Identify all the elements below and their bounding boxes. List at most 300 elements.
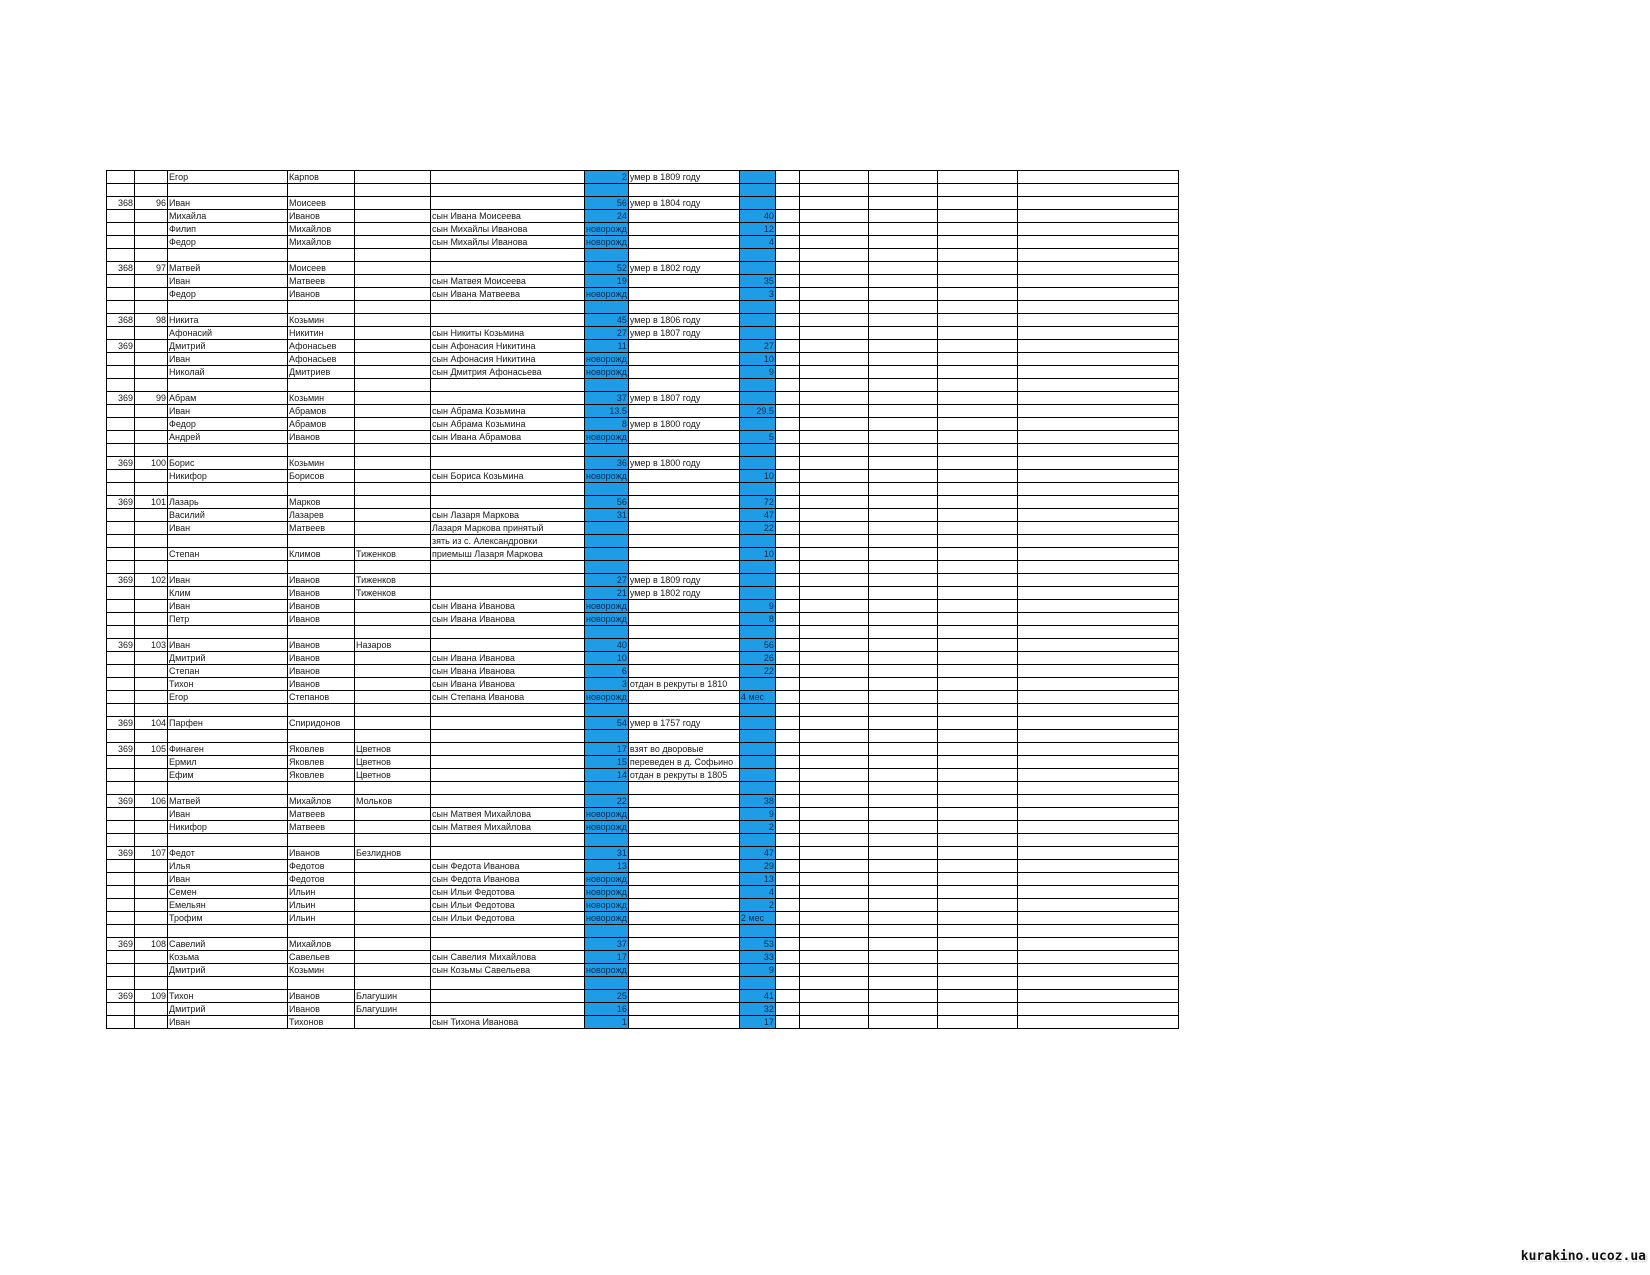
surname-cell (355, 886, 431, 899)
surname-cell (355, 210, 431, 223)
empty-cell (937, 327, 1017, 340)
note-cell (628, 548, 739, 561)
empty-cell (868, 249, 937, 262)
age-later-cell: 9 (739, 600, 775, 613)
age-cell: 11 (585, 340, 629, 353)
age-later-cell (739, 678, 775, 691)
first-name-cell: Иван (168, 808, 288, 821)
relation-cell: сын Михайлы Иванова (431, 236, 585, 249)
patronymic-cell: Спиридонов (288, 717, 355, 730)
first-name-cell: Емельян (168, 899, 288, 912)
empty-cell (868, 288, 937, 301)
patronymic-cell: Афонасьев (288, 340, 355, 353)
household-number-cell (135, 405, 168, 418)
household-number-cell (135, 548, 168, 561)
empty-cell (799, 197, 868, 210)
empty-cell (799, 730, 868, 743)
empty-cell (1017, 405, 1178, 418)
age-cell: новорожд (586, 887, 627, 897)
empty-cell (775, 938, 799, 951)
age-later-cell (739, 587, 775, 600)
patronymic-cell: Иванов (288, 210, 355, 223)
empty-cell (775, 873, 799, 886)
surname-cell: Назаров (355, 639, 431, 652)
empty-cell (775, 860, 799, 873)
surname-cell (355, 197, 431, 210)
page-number-cell (107, 600, 135, 613)
empty-cell (799, 340, 868, 353)
patronymic-cell: Матвеев (288, 808, 355, 821)
empty-cell (868, 587, 937, 600)
surname-cell (355, 522, 431, 535)
empty-cell (799, 652, 868, 665)
first-name-cell (168, 834, 288, 847)
household-number-cell: 109 (135, 990, 168, 1003)
empty-cell (799, 886, 868, 899)
first-name-cell: Савелий (168, 938, 288, 951)
page-number-cell: 369 (107, 340, 135, 353)
relation-cell: сын Афонасия Никитина (431, 353, 585, 366)
household-number-cell (135, 782, 168, 795)
patronymic-cell: Иванов (288, 1003, 355, 1016)
first-name-cell: Лазарь (168, 496, 288, 509)
relation-cell (431, 314, 585, 327)
relation-cell: приемыш Лазаря Маркова (431, 548, 585, 561)
patronymic-cell: Иванов (288, 678, 355, 691)
page-number-cell (107, 366, 135, 379)
empty-cell (1017, 665, 1178, 678)
surname-cell (355, 314, 431, 327)
relation-cell: сын Савелия Михайлова (431, 951, 585, 964)
empty-cell (1017, 691, 1178, 704)
empty-cell (937, 743, 1017, 756)
table-row (107, 249, 1179, 262)
table-row (107, 691, 1179, 704)
household-number-cell (135, 951, 168, 964)
age-cell: 21 (585, 587, 629, 600)
household-number-cell (135, 704, 168, 717)
page-number-cell: 368 (107, 314, 135, 327)
empty-cell (799, 444, 868, 457)
note-cell (628, 899, 739, 912)
age-cell (585, 379, 629, 392)
empty-cell (775, 1016, 799, 1029)
empty-cell (868, 795, 937, 808)
empty-cell (937, 1003, 1017, 1016)
age-cell: 25 (585, 990, 629, 1003)
empty-cell (937, 938, 1017, 951)
relation-cell: сын Федота Иванова (431, 873, 585, 886)
empty-cell (937, 990, 1017, 1003)
empty-cell (1017, 912, 1178, 925)
page-number-cell (107, 899, 135, 912)
table-row (107, 626, 1179, 639)
empty-cell (1017, 743, 1178, 756)
surname-cell (355, 275, 431, 288)
table-row (107, 275, 1179, 288)
empty-cell (775, 262, 799, 275)
first-name-cell: Дмитрий (168, 652, 288, 665)
empty-cell (775, 756, 799, 769)
note-cell (628, 561, 739, 574)
empty-cell (775, 509, 799, 522)
surname-cell (355, 340, 431, 353)
first-name-cell: Абрам (168, 392, 288, 405)
surname-cell (355, 171, 431, 184)
age-later-cell (739, 262, 775, 275)
empty-cell (1017, 470, 1178, 483)
empty-cell (937, 652, 1017, 665)
household-number-cell (135, 626, 168, 639)
household-number-cell (135, 379, 168, 392)
empty-cell (1017, 483, 1178, 496)
page-number-cell (107, 626, 135, 639)
age-cell: 17 (585, 743, 629, 756)
table-row (107, 327, 1179, 340)
table-row (107, 301, 1179, 314)
table-row (107, 743, 1179, 756)
empty-cell (868, 574, 937, 587)
empty-cell (937, 678, 1017, 691)
empty-cell (937, 522, 1017, 535)
empty-cell (937, 600, 1017, 613)
page-number-cell (107, 587, 135, 600)
empty-cell (868, 379, 937, 392)
empty-cell (775, 821, 799, 834)
patronymic-cell: Матвеев (288, 821, 355, 834)
patronymic-cell: Иванов (288, 639, 355, 652)
page-number-cell (107, 860, 135, 873)
empty-cell (799, 951, 868, 964)
first-name-cell: Егор (168, 691, 288, 704)
empty-cell (799, 678, 868, 691)
household-number-cell (135, 769, 168, 782)
age-cell (585, 301, 629, 314)
table-row (107, 730, 1179, 743)
age-later-cell: 27 (739, 340, 775, 353)
surname-cell (355, 730, 431, 743)
empty-cell (775, 431, 799, 444)
empty-cell (799, 561, 868, 574)
surname-cell (355, 860, 431, 873)
page-number-cell: 369 (107, 938, 135, 951)
age-later-cell (739, 561, 775, 574)
page-number-cell (107, 678, 135, 691)
empty-cell (937, 821, 1017, 834)
empty-cell (1017, 249, 1178, 262)
note-cell (628, 379, 739, 392)
empty-cell (868, 184, 937, 197)
empty-cell (775, 327, 799, 340)
first-name-cell: Финаген (168, 743, 288, 756)
first-name-cell: Иван (168, 275, 288, 288)
empty-cell (937, 392, 1017, 405)
empty-cell (937, 457, 1017, 470)
surname-cell (355, 379, 431, 392)
empty-cell (799, 522, 868, 535)
surname-cell (355, 912, 431, 925)
note-cell: взят во дворовые (628, 743, 739, 756)
empty-cell (937, 912, 1017, 925)
relation-cell: сын Тихона Иванова (431, 1016, 585, 1029)
empty-cell (1017, 288, 1178, 301)
age-later-cell (739, 626, 775, 639)
age-later-cell (739, 379, 775, 392)
table-row (107, 197, 1179, 210)
empty-cell (868, 418, 937, 431)
surname-cell (355, 483, 431, 496)
age-cell (585, 834, 629, 847)
empty-cell (775, 951, 799, 964)
empty-cell (1017, 314, 1178, 327)
empty-cell (937, 834, 1017, 847)
empty-cell (799, 353, 868, 366)
note-cell (628, 873, 739, 886)
empty-cell (1017, 873, 1178, 886)
empty-cell (799, 860, 868, 873)
household-number-cell: 101 (135, 496, 168, 509)
empty-cell (868, 353, 937, 366)
note-cell (628, 691, 739, 704)
empty-cell (937, 847, 1017, 860)
surname-cell (355, 535, 431, 548)
empty-cell (868, 977, 937, 990)
age-later-cell: 12 (739, 223, 775, 236)
relation-cell (431, 197, 585, 210)
empty-cell (1017, 847, 1178, 860)
first-name-cell: Степан (168, 548, 288, 561)
empty-cell (775, 977, 799, 990)
first-name-cell: Николай (168, 366, 288, 379)
age-later-cell: 10 (739, 353, 775, 366)
empty-cell (937, 171, 1017, 184)
age-later-cell (739, 925, 775, 938)
first-name-cell: Федор (168, 288, 288, 301)
empty-cell (799, 587, 868, 600)
empty-cell (1017, 899, 1178, 912)
note-cell: умер в 1757 году (628, 717, 739, 730)
page-number-cell: 369 (107, 457, 135, 470)
empty-cell (1017, 561, 1178, 574)
table-row (107, 795, 1179, 808)
empty-cell (1017, 1003, 1178, 1016)
page-number-cell (107, 249, 135, 262)
age-later-cell (739, 483, 775, 496)
table-row (107, 782, 1179, 795)
empty-cell (775, 418, 799, 431)
empty-cell (799, 457, 868, 470)
age-cell (585, 548, 629, 561)
table-row (107, 964, 1179, 977)
empty-cell (937, 730, 1017, 743)
age-cell: новорожд (586, 692, 627, 702)
note-cell (628, 366, 739, 379)
household-number-cell (135, 834, 168, 847)
table-row (107, 340, 1179, 353)
empty-cell (1017, 496, 1178, 509)
page-number-cell (107, 769, 135, 782)
patronymic-cell: Никитин (288, 327, 355, 340)
age-cell: 3 (585, 678, 629, 691)
age-cell: 24 (585, 210, 629, 223)
empty-cell (937, 275, 1017, 288)
relation-cell (431, 769, 585, 782)
age-later-cell (739, 834, 775, 847)
empty-cell (775, 613, 799, 626)
empty-cell (775, 522, 799, 535)
first-name-cell: Иван (168, 353, 288, 366)
note-cell (628, 834, 739, 847)
patronymic-cell: Михайлов (288, 795, 355, 808)
relation-cell (431, 1003, 585, 1016)
empty-cell (937, 314, 1017, 327)
empty-cell (937, 574, 1017, 587)
surname-cell (355, 301, 431, 314)
note-cell (628, 613, 739, 626)
note-cell (628, 483, 739, 496)
relation-cell (431, 717, 585, 730)
household-number-cell (135, 444, 168, 457)
empty-cell (868, 483, 937, 496)
first-name-cell: Федор (168, 236, 288, 249)
empty-cell (1017, 418, 1178, 431)
page-number-cell (107, 210, 135, 223)
surname-cell (355, 431, 431, 444)
surname-cell: Цветнов (355, 743, 431, 756)
first-name-cell: Клим (168, 587, 288, 600)
first-name-cell: Иван (168, 600, 288, 613)
patronymic-cell: Матвеев (288, 275, 355, 288)
page-number-cell (107, 756, 135, 769)
empty-cell (799, 665, 868, 678)
table-row (107, 470, 1179, 483)
empty-cell (937, 184, 1017, 197)
table-row (107, 548, 1179, 561)
note-cell (628, 600, 739, 613)
note-cell: умер в 1807 году (628, 327, 739, 340)
empty-cell (868, 236, 937, 249)
empty-cell (1017, 171, 1178, 184)
empty-cell (799, 405, 868, 418)
age-later-cell: 17 (739, 1016, 775, 1029)
surname-cell: Тиженков (355, 587, 431, 600)
note-cell (628, 288, 739, 301)
note-cell (628, 730, 739, 743)
age-later-cell (739, 769, 775, 782)
household-number-cell: 104 (135, 717, 168, 730)
surname-cell (355, 288, 431, 301)
table-row (107, 184, 1179, 197)
empty-cell (937, 808, 1017, 821)
table-row (107, 392, 1179, 405)
empty-cell (868, 340, 937, 353)
table-row (107, 925, 1179, 938)
empty-cell (775, 171, 799, 184)
empty-cell (1017, 392, 1178, 405)
relation-cell: сын Матвея Моисеева (431, 275, 585, 288)
note-cell: умер в 1800 году (628, 418, 739, 431)
empty-cell (937, 639, 1017, 652)
household-number-cell (135, 327, 168, 340)
relation-cell (431, 977, 585, 990)
surname-cell (355, 925, 431, 938)
empty-cell (799, 873, 868, 886)
age-cell (585, 730, 629, 743)
relation-cell: сын Ильи Федотова (431, 912, 585, 925)
age-later-cell (739, 327, 775, 340)
age-later-cell (739, 301, 775, 314)
patronymic-cell: Иванов (288, 600, 355, 613)
empty-cell (775, 743, 799, 756)
empty-cell (775, 639, 799, 652)
first-name-cell: Андрей (168, 431, 288, 444)
empty-cell (868, 899, 937, 912)
relation-cell: сын Михайлы Иванова (431, 223, 585, 236)
age-later-cell (739, 756, 775, 769)
surname-cell (355, 405, 431, 418)
empty-cell (799, 626, 868, 639)
household-number-cell (135, 418, 168, 431)
first-name-cell: Парфен (168, 717, 288, 730)
relation-cell: сын Бориса Козьмина (431, 470, 585, 483)
empty-cell (799, 639, 868, 652)
empty-cell (799, 288, 868, 301)
table-row (107, 912, 1179, 925)
page-number-cell (107, 288, 135, 301)
empty-cell (775, 483, 799, 496)
empty-cell (775, 886, 799, 899)
age-later-cell: 9 (739, 808, 775, 821)
age-later-cell: 32 (739, 1003, 775, 1016)
surname-cell: Тиженков (355, 574, 431, 587)
first-name-cell: Иван (168, 574, 288, 587)
page-number-cell (107, 275, 135, 288)
household-number-cell (135, 509, 168, 522)
relation-cell (431, 925, 585, 938)
empty-cell (1017, 964, 1178, 977)
empty-cell (1017, 639, 1178, 652)
surname-cell (355, 652, 431, 665)
surname-cell (355, 561, 431, 574)
first-name-cell (168, 561, 288, 574)
table-row (107, 509, 1179, 522)
empty-cell (868, 951, 937, 964)
empty-cell (799, 327, 868, 340)
empty-cell (868, 678, 937, 691)
age-later-cell (739, 171, 775, 184)
empty-cell (868, 444, 937, 457)
note-cell (628, 340, 739, 353)
patronymic-cell (288, 301, 355, 314)
age-cell: новорожд (586, 354, 627, 364)
surname-cell (355, 782, 431, 795)
table-row (107, 444, 1179, 457)
age-later-cell (739, 977, 775, 990)
empty-cell (1017, 509, 1178, 522)
age-cell (585, 977, 629, 990)
empty-cell (1017, 327, 1178, 340)
table-row (107, 522, 1179, 535)
age-cell: 14 (585, 769, 629, 782)
empty-cell (868, 938, 937, 951)
page-number-cell (107, 236, 135, 249)
empty-cell (868, 912, 937, 925)
relation-cell (431, 587, 585, 600)
relation-cell: сын Козьмы Савельева (431, 964, 585, 977)
empty-cell (775, 990, 799, 1003)
household-number-cell (135, 600, 168, 613)
age-later-cell: 2 (739, 899, 775, 912)
